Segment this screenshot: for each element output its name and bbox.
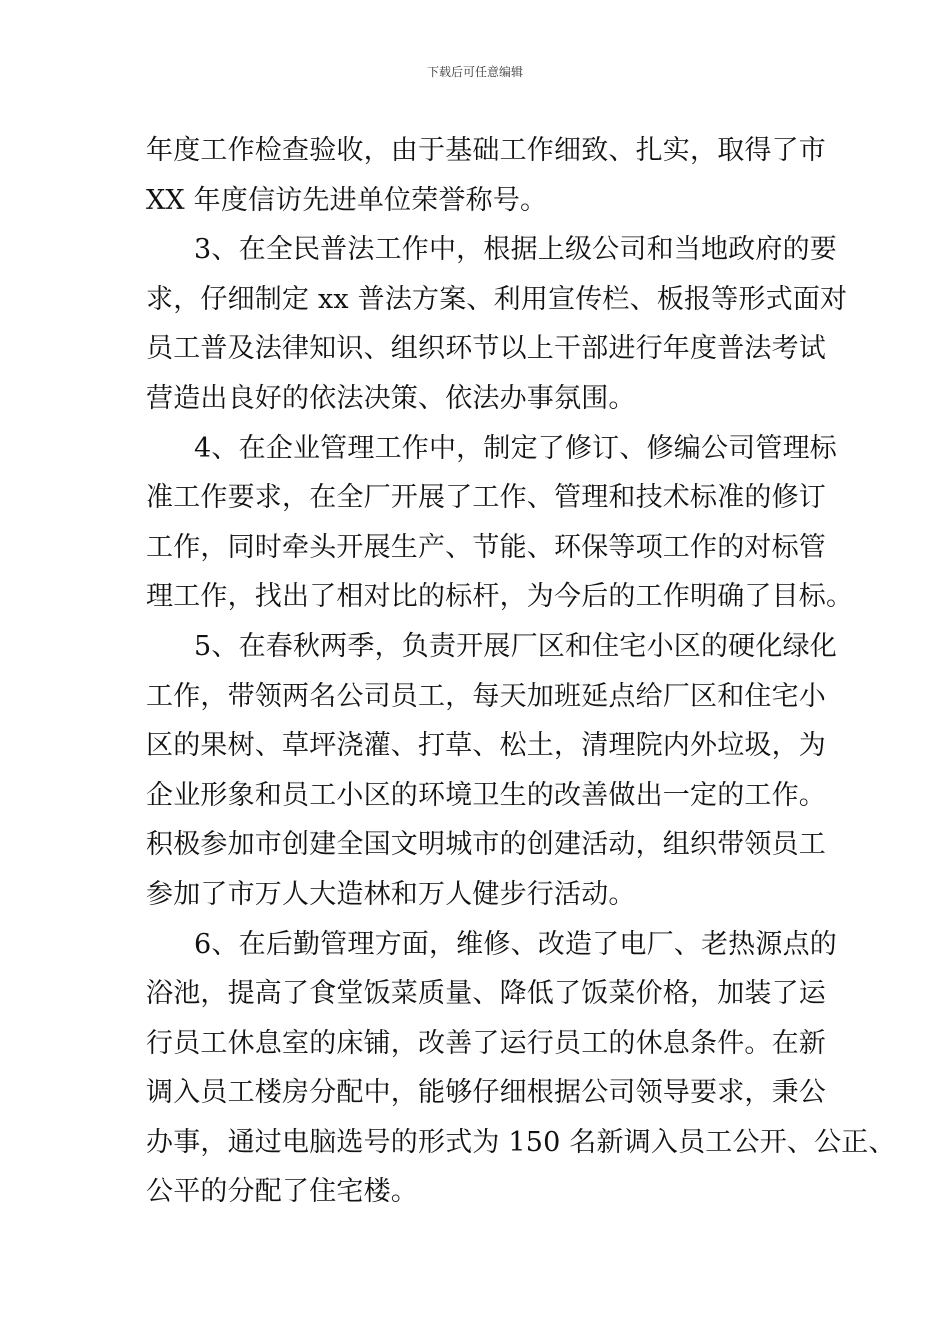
paragraph-start-line: 3、在全民普法工作中，根据上级公司和当地政府的要 xyxy=(194,234,837,266)
text-line: XX 年度信访先进单位荣誉称号。 xyxy=(146,184,548,216)
text-line: 积极参加市创建全国文明城市的创建活动，组织带领员工 xyxy=(146,829,826,861)
text-line: 区的果树、草坪浇灌、打草、松土，清理院内外垃圾，为 xyxy=(146,730,826,762)
text-line: 浴池，提高了食堂饭菜质量、降低了饭菜价格，加装了运 xyxy=(146,978,826,1010)
paragraph-start-line: 4、在企业管理工作中，制定了修订、修编公司管理标 xyxy=(194,432,837,464)
header-note: 下载后可任意编辑 xyxy=(426,65,523,79)
text-line: 办事，通过电脑选号的形式为 150 名新调入员工公开、公正、 xyxy=(146,1126,896,1158)
text-line: 工作，同时牵头开展生产、节能、环保等项工作的对标管 xyxy=(146,531,826,563)
text-line: 行员工休息室的床铺，改善了运行员工的休息条件。在新 xyxy=(146,1027,826,1059)
text-line: 企业形象和员工小区的环境卫生的改善做出一定的工作。 xyxy=(146,779,826,811)
text-line: 工作，带领两名公司员工，每天加班延点给厂区和住宅小 xyxy=(146,680,826,712)
paragraph-start-line: 6、在后勤管理方面，维修、改造了电厂、老热源点的 xyxy=(194,928,837,960)
text-line: 理工作，找出了相对比的标杆，为今后的工作明确了目标。 xyxy=(146,581,854,613)
text-line: 公平的分配了住宅楼。 xyxy=(146,1176,418,1208)
text-line: 调入员工楼房分配中，能够仔细根据公司领导要求，秉公 xyxy=(146,1077,826,1109)
paragraph-start-line: 5、在春秋两季，负责开展厂区和住宅小区的硬化绿化 xyxy=(194,630,837,662)
text-line: 求，仔细制定 xx 普法方案、利用宣传栏、板报等形式面对 xyxy=(146,283,848,315)
document-body xyxy=(146,126,896,1217)
text-line: 营造出良好的依法决策、依法办事氛围。 xyxy=(146,382,636,414)
text-line: 年度工作检查验收，由于基础工作细致、扎实，取得了市 xyxy=(146,135,826,166)
text-line: 参加了市万人大造林和万人健步行活动。 xyxy=(146,878,636,910)
text-line: 员工普及法律知识、组织环节以上干部进行年度普法考试 xyxy=(146,333,826,365)
text-line: 准工作要求，在全厂开展了工作、管理和技术标准的修订 xyxy=(146,482,826,514)
